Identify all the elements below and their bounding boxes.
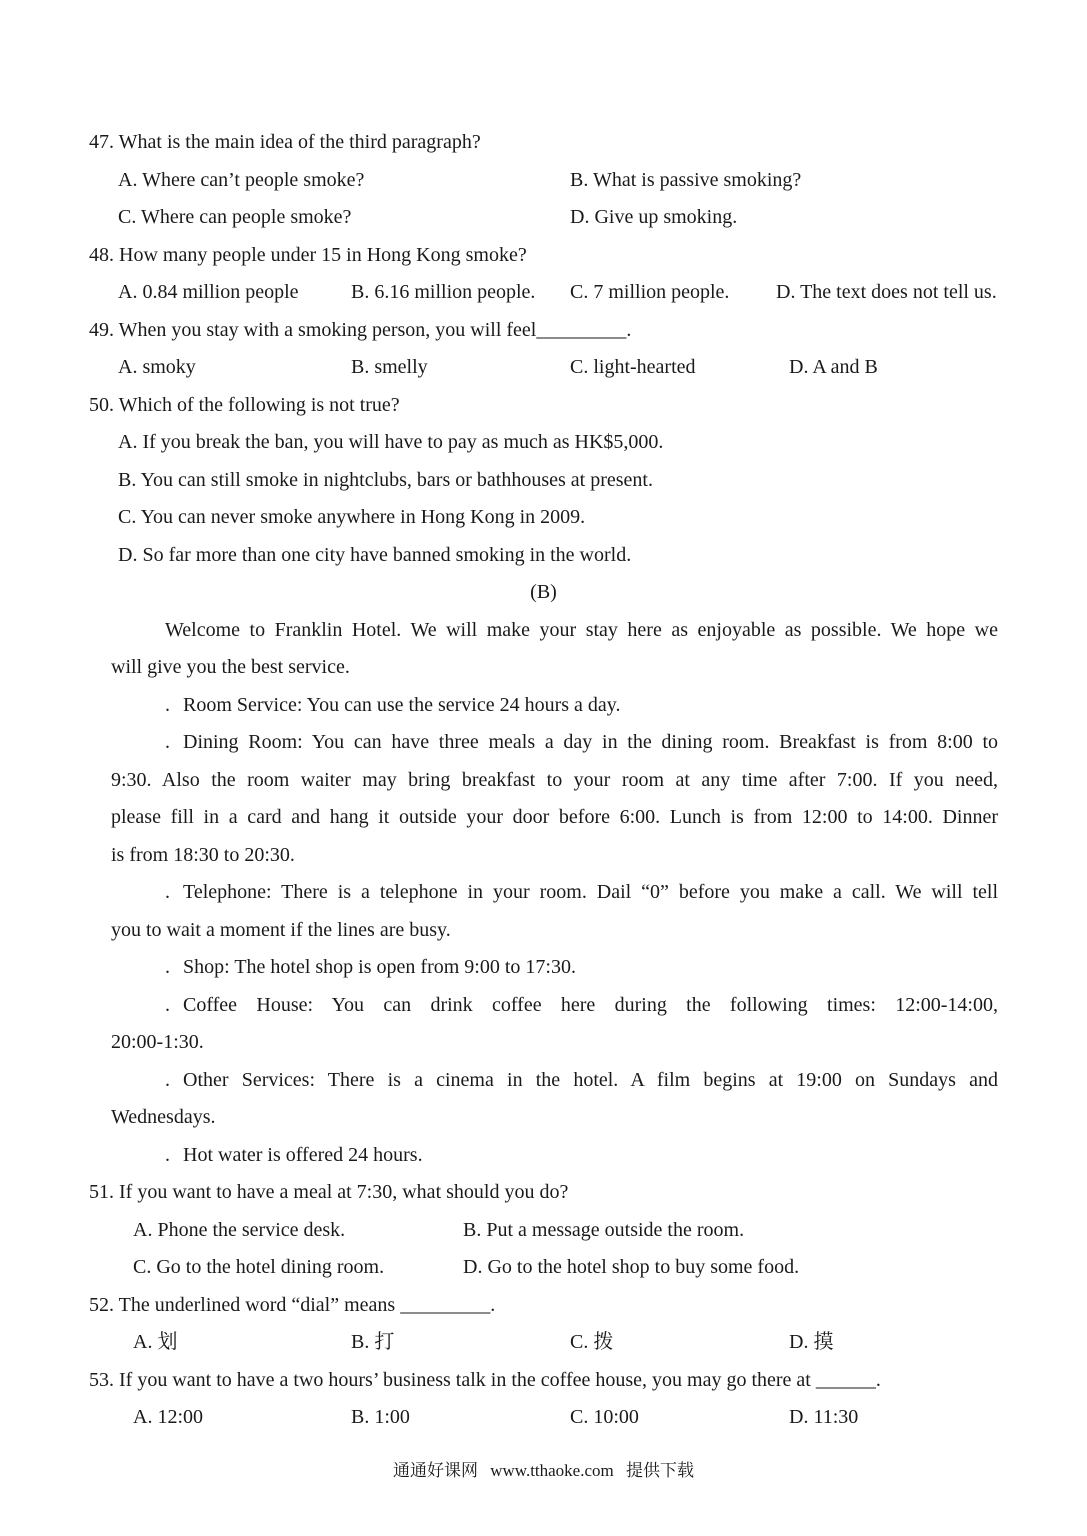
q51-option-d: D. Go to the hotel shop to buy some food. [463,1256,800,1278]
shop-item: . Shop: The hotel shop is open from 9:00 to 17:30. [165,956,576,978]
question-49: 49. When you stay with a smoking person, you will feel_________. [89,319,632,341]
other-services-item: . Other Services: There is a cinema in the hotel. A film begins at 19:00 on Sundays and [165,1069,998,1091]
question-47: 47. What is the main idea of the third paragraph? [89,131,481,153]
coffee-house-item: . Coffee House: You can drink coffee here during the following times: 12:00-14:00, [165,994,998,1016]
q53-option-a: A. 12:00 [133,1406,203,1428]
q52-option-c: C. 拨 [570,1331,614,1353]
q52-option-a: A. 划 [133,1331,178,1353]
q50-option-d: D. So far more than one city have banned smoking in the world. [118,544,632,566]
page-footer [0,1460,1087,1482]
q51-option-b: B. Put a message outside the room. [463,1219,745,1241]
q48-option-b: B. 6.16 million people. [351,281,536,303]
question-52: 52. The underlined word “dial” means _________. [89,1294,496,1316]
q53-option-b: B. 1:00 [351,1406,410,1428]
q49-option-c: C. light-hearted [570,356,696,378]
telephone-line-2: you to wait a moment if the lines are busy. [111,919,451,941]
q50-option-a: A. If you break the ban, you will have to pay as much as HK$5,000. [118,431,664,453]
q52-option-d: D. 摸 [789,1331,834,1353]
other-line-2: Wednesdays. [111,1106,216,1128]
bullet-mark: . [165,994,170,1016]
q50-option-b: B. You can still smoke in nightclubs, bars or bathhouses at present. [118,469,653,491]
q53-option-d: D. 11:30 [789,1406,859,1428]
q47-option-a: A. Where can’t people smoke? [118,169,365,191]
intro-line-1: Welcome to Franklin Hotel. We will make your stay here as enjoyable as possible. We hope we [165,619,998,641]
q51-option-a: A. Phone the service desk. [133,1219,346,1241]
dining-line-3: please fill in a card and hang it outside your door before 6:00. Lunch is from 12:00 to 14:00. Dinner [111,806,998,828]
coffee-line-2: 20:00-1:30. [111,1031,204,1053]
bullet-mark: . [165,1069,170,1091]
telephone-item: . Telephone: There is a telephone in your room. Dail “0” before you make a call. We will tell [165,881,998,903]
question-50: 50. Which of the following is not true? [89,394,400,416]
bullet-mark: . [165,731,170,753]
bullet-mark: . [165,1144,170,1166]
q47-option-c: C. Where can people smoke? [118,206,352,228]
question-48: 48. How many people under 15 in Hong Kong smoke? [89,244,527,266]
question-53: 53. If you want to have a two hours’ business talk in the coffee house, you may go there at ______. [89,1369,881,1391]
bullet-mark: . [165,881,170,903]
intro-line-2: will give you the best service. [111,656,350,678]
q51-option-c: C. Go to the hotel dining room. [133,1256,385,1278]
q48-option-c: C. 7 million people. [570,281,730,303]
footer-note: 提供下载 [626,1461,695,1480]
q50-option-c: C. You can never smoke anywhere in Hong Kong in 2009. [118,506,586,528]
hot-water-item: . Hot water is offered 24 hours. [165,1144,423,1166]
q49-option-b: B. smelly [351,356,428,378]
q53-option-c: C. 10:00 [570,1406,639,1428]
dining-room-item: . Dining Room: You can have three meals a day in the dining room. Breakfast is from 8:00 to [165,731,998,753]
footer-site-name: 通通好课网 [392,1461,478,1480]
dining-line-4: is from 18:30 to 20:30. [111,844,295,866]
bullet-mark: . [165,694,170,716]
bullet-mark: . [165,956,170,978]
q49-option-a: A. smoky [118,356,196,378]
question-51: 51. If you want to have a meal at 7:30, what should you do? [89,1181,569,1203]
q48-option-d: D. The text does not tell us. [776,281,997,303]
q52-option-b: B. 打 [351,1331,395,1353]
q49-option-d: D. A and B [789,356,878,378]
q47-option-d: D. Give up smoking. [570,206,738,228]
section-heading: (B) [530,581,557,603]
room-service-item: . Room Service: You can use the service 24 hours a day. [165,694,621,716]
q47-option-b: B. What is passive smoking? [570,169,802,191]
dining-line-2: 9:30. Also the room waiter may bring breakfast to your room at any time after 7:00. If you need, [111,769,998,791]
q48-option-a: A. 0.84 million people [118,281,299,303]
footer-url[interactable]: www.tthaoke.com [490,1461,614,1480]
